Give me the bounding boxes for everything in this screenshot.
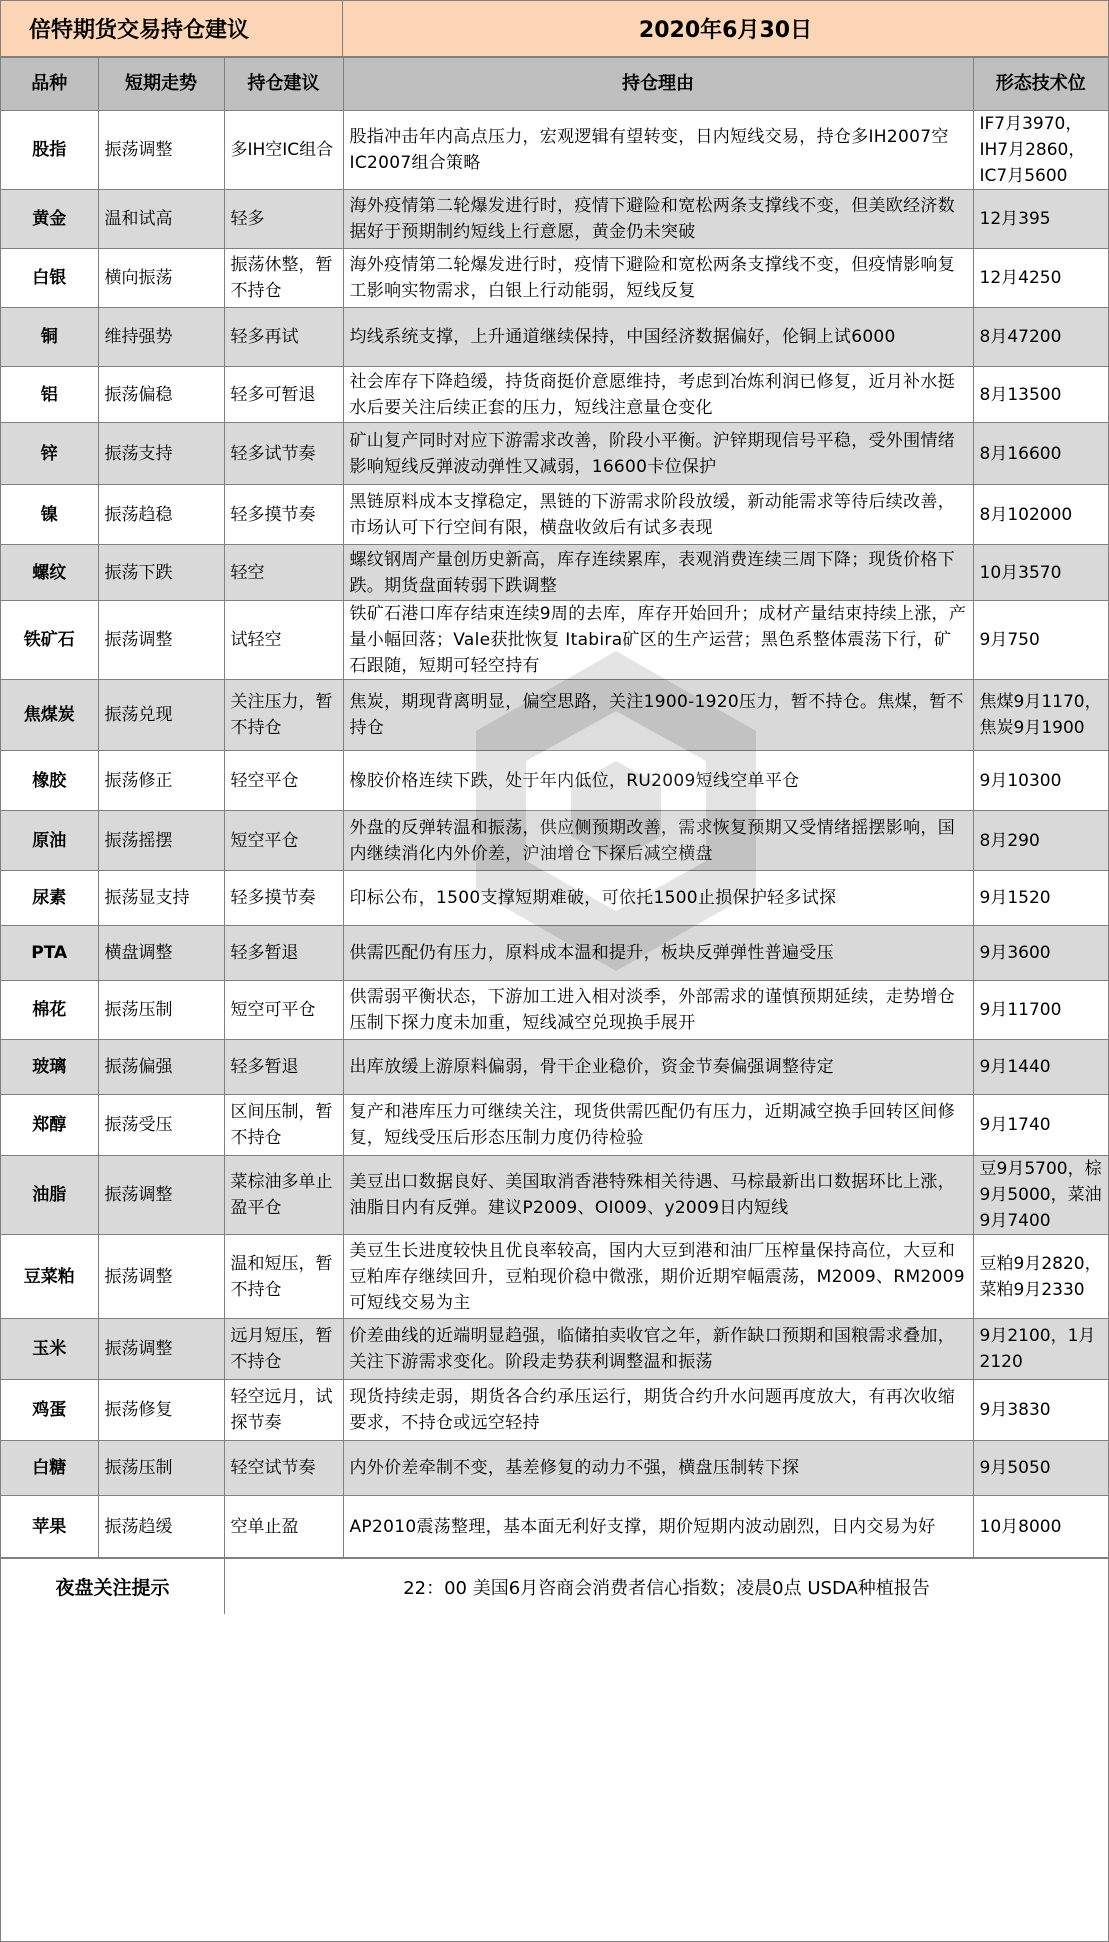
table-row	[1, 1235, 1108, 1319]
position-table	[1, 57, 1108, 1558]
advice-cell: 短空平仓	[224, 811, 343, 871]
reason-cell: 股指冲击年内高点压力，宏观逻辑有望转变，日内短线交易，持仓多IH2007空IC2007组合策略	[343, 111, 973, 190]
variety-cell: 玉米	[1, 1319, 98, 1380]
reason-cell: AP2010震荡整理，基本面无利好支撑，期价短期内波动剧烈，日内交易为好	[343, 1496, 973, 1558]
advice-cell: 空单止盈	[224, 1496, 343, 1558]
variety-cell: 鸡蛋	[1, 1380, 98, 1441]
advice-cell: 轻多摸节奏	[224, 485, 343, 545]
trend-cell: 振荡支持	[98, 423, 224, 485]
reason-cell: 铁矿石港口库存结束连续9周的去库，库存开始回升；成材产量结束持续上涨，产量小幅回落；Vale获批恢复 Itabira矿区的生产运营；黑色系整体震荡下行，矿石跟随，短期可轻空持有	[343, 601, 973, 680]
advice-cell: 轻空	[224, 545, 343, 601]
table-row	[1, 601, 1108, 680]
trend-cell: 振荡受压	[98, 1095, 224, 1156]
trend-cell: 横盘调整	[98, 926, 224, 981]
table-row	[1, 485, 1108, 545]
variety-cell: 白银	[1, 249, 98, 308]
table-row	[1, 926, 1108, 981]
column-header-row	[1, 58, 1108, 111]
table-row	[1, 545, 1108, 601]
advice-cell: 关注压力，暂不持仓	[224, 680, 343, 751]
tech-cell: 8月290	[973, 811, 1108, 871]
variety-cell: 股指	[1, 111, 98, 190]
advice-cell: 轻多	[224, 190, 343, 249]
table-row	[1, 1496, 1108, 1558]
trend-cell: 振荡压制	[98, 1441, 224, 1496]
tech-cell: 9月1520	[973, 871, 1108, 926]
reason-cell: 矿山复产同时对应下游需求改善，阶段小平衡。沪锌期现信号平稳，受外围情绪影响短线反弹波动弹性又减弱，16600卡位保护	[343, 423, 973, 485]
variety-cell: 镍	[1, 485, 98, 545]
advice-cell: 温和短压，暂不持仓	[224, 1235, 343, 1319]
reason-cell: 美豆生长进度较快且优良率较高，国内大豆到港和油厂压榨量保持高位，大豆和豆粕库存继续回升，豆粕现价稳中微涨，期价近期窄幅震荡，M2009、RM2009可短线交易为主	[343, 1235, 973, 1319]
reason-cell: 螺纹钢周产量创历史新高，库存连续累库，表观消费连续三周下降；现货价格下跌。期货盘面转弱下跌调整	[343, 545, 973, 601]
trend-cell: 振荡摇摆	[98, 811, 224, 871]
trend-cell: 振荡调整	[98, 601, 224, 680]
variety-cell: 螺纹	[1, 545, 98, 601]
table-row	[1, 1095, 1108, 1156]
tech-cell: 9月2100，1月2120	[973, 1319, 1108, 1380]
reason-cell: 外盘的反弹转温和振荡，供应侧预期改善，需求恢复预期又受情绪摇摆影响，国内继续消化内外价差，沪油增仓下探后减空横盘	[343, 811, 973, 871]
reason-cell: 焦炭，期现背离明显，偏空思路，关注1900-1920压力，暂不持仓。焦煤，暂不持仓	[343, 680, 973, 751]
advice-cell: 轻多暂退	[224, 926, 343, 981]
table-row	[1, 1441, 1108, 1496]
table-row	[1, 308, 1108, 367]
advice-cell: 多IH空IC组合	[224, 111, 343, 190]
variety-cell: 尿素	[1, 871, 98, 926]
tech-cell: 10月8000	[973, 1496, 1108, 1558]
trend-cell: 维持强势	[98, 308, 224, 367]
variety-cell: 铜	[1, 308, 98, 367]
trend-cell: 振荡调整	[98, 1156, 224, 1235]
column-header-advice: 持仓建议	[224, 58, 343, 111]
reason-cell: 现货持续走弱，期货各合约承压运行，期货合约升水问题再度放大，有再次收缩要求，不持仓或远空轻持	[343, 1380, 973, 1441]
trend-cell: 温和试高	[98, 190, 224, 249]
column-header-trend: 短期走势	[98, 58, 224, 111]
night-session-text: 22：00 美国6月咨商会消费者信心指数；凌晨0点 USDA种植报告	[403, 1577, 930, 1599]
variety-cell: 郑醇	[1, 1095, 98, 1156]
variety-cell: 原油	[1, 811, 98, 871]
table-row	[1, 1319, 1108, 1380]
table-row	[1, 423, 1108, 485]
tech-cell: 9月5050	[973, 1441, 1108, 1496]
trend-cell: 振荡偏强	[98, 1040, 224, 1095]
report-date: 2020年6月30日	[638, 18, 813, 43]
table-row	[1, 981, 1108, 1040]
tech-cell: 8月13500	[973, 367, 1108, 423]
reason-cell: 供需弱平衡状态，下游加工进入相对淡季，外部需求的谨慎预期延续，走势增仓压制下探力度未加重，短线减空兑现换手展开	[343, 981, 973, 1040]
variety-cell: 油脂	[1, 1156, 98, 1235]
reason-cell: 海外疫情第二轮爆发进行时，疫情下避险和宽松两条支撑线不变，但疫情影响复工影响实物需求，白银上行动能弱，短线反复	[343, 249, 973, 308]
variety-cell: 焦煤炭	[1, 680, 98, 751]
advice-cell: 菜棕油多单止盈平仓	[224, 1156, 343, 1235]
reason-cell: 橡胶价格连续下跌，处于年内低位，RU2009短线空单平仓	[343, 751, 973, 811]
table-row	[1, 190, 1108, 249]
trend-cell: 振荡修复	[98, 1380, 224, 1441]
tech-cell: 9月1740	[973, 1095, 1108, 1156]
variety-cell: 铝	[1, 367, 98, 423]
trend-cell: 振荡调整	[98, 1235, 224, 1319]
variety-cell: 铁矿石	[1, 601, 98, 680]
tech-cell: 豆9月5700，棕9月5000，菜油9月7400	[973, 1156, 1108, 1235]
tech-cell: IF7月3970，IH7月2860，IC7月5600	[973, 111, 1108, 190]
reason-cell: 供需匹配仍有压力，原料成本温和提升，板块反弹弹性普遍受压	[343, 926, 973, 981]
table-row	[1, 811, 1108, 871]
table-row	[1, 111, 1108, 190]
advice-cell: 振荡休整，暂不持仓	[224, 249, 343, 308]
tech-cell: 12月395	[973, 190, 1108, 249]
variety-cell: 玻璃	[1, 1040, 98, 1095]
advice-cell: 轻空远月，试探节奏	[224, 1380, 343, 1441]
trend-cell: 振荡趋缓	[98, 1496, 224, 1558]
table-row	[1, 871, 1108, 926]
table-row	[1, 1040, 1108, 1095]
tech-cell: 9月11700	[973, 981, 1108, 1040]
advice-cell: 远月短压，暂不持仓	[224, 1319, 343, 1380]
table-row	[1, 1156, 1108, 1235]
advice-cell: 轻多暂退	[224, 1040, 343, 1095]
tech-cell: 豆粕9月2820，菜粕9月2330	[973, 1235, 1108, 1319]
table-row	[1, 680, 1108, 751]
table-row	[1, 751, 1108, 811]
tech-cell: 8月47200	[973, 308, 1108, 367]
column-header-tech: 形态技术位	[973, 58, 1108, 111]
trend-cell: 振荡显支持	[98, 871, 224, 926]
tech-cell: 9月3830	[973, 1380, 1108, 1441]
night-session-footer	[1, 1558, 1108, 1614]
advice-cell: 试轻空	[224, 601, 343, 680]
reason-cell: 内外价差牵制不变，基差修复的动力不强，横盘压制转下探	[343, 1441, 973, 1496]
table-row	[1, 1380, 1108, 1441]
variety-cell: 棉花	[1, 981, 98, 1040]
tech-cell: 8月102000	[973, 485, 1108, 545]
variety-cell: PTA	[1, 926, 98, 981]
column-header-reason: 持仓理由	[343, 58, 973, 111]
tech-cell: 9月1440	[973, 1040, 1108, 1095]
advice-cell: 轻空平仓	[224, 751, 343, 811]
advice-cell: 轻多可暂退	[224, 367, 343, 423]
reason-cell: 黑链原料成本支撑稳定，黑链的下游需求阶段放缓，新动能需求等待后续改善，市场认可下行空间有限，横盘收敛后有试多表现	[343, 485, 973, 545]
tech-cell: 焦煤9月1170，焦炭9月1900	[973, 680, 1108, 751]
reason-cell: 出库放缓上游原料偏弱，骨干企业稳价，资金节奏偏强调整待定	[343, 1040, 973, 1095]
variety-cell: 白糖	[1, 1441, 98, 1496]
tech-cell: 9月3600	[973, 926, 1108, 981]
tech-cell: 9月750	[973, 601, 1108, 680]
reason-cell: 印标公布，1500支撑短期难破，可依托1500止损保护轻多试探	[343, 871, 973, 926]
table-row	[1, 367, 1108, 423]
variety-cell: 橡胶	[1, 751, 98, 811]
advice-cell: 轻空试节奏	[224, 1441, 343, 1496]
reason-cell: 海外疫情第二轮爆发进行时，疫情下避险和宽松两条支撑线不变，但美欧经济数据好于预期制约短线上行意愿，黄金仍未突破	[343, 190, 973, 249]
advice-cell: 轻多试节奏	[224, 423, 343, 485]
trend-cell: 振荡调整	[98, 1319, 224, 1380]
advice-cell: 区间压制，暂不持仓	[224, 1095, 343, 1156]
trend-cell: 横向振荡	[98, 249, 224, 308]
trend-cell: 振荡下跌	[98, 545, 224, 601]
variety-cell: 豆菜粕	[1, 1235, 98, 1319]
trend-cell: 振荡修正	[98, 751, 224, 811]
reason-cell: 美豆出口数据良好、美国取消香港特殊相关待遇、马棕最新出口数据环比上涨，油脂日内有反弹。建议P2009、OI009、y2009日内短线	[343, 1156, 973, 1235]
trend-cell: 振荡调整	[98, 111, 224, 190]
advice-cell: 轻多摸节奏	[224, 871, 343, 926]
tech-cell: 9月10300	[973, 751, 1108, 811]
advice-cell: 轻多再试	[224, 308, 343, 367]
variety-cell: 苹果	[1, 1496, 98, 1558]
night-session-label: 夜盘关注提示	[1, 1559, 225, 1614]
reason-cell: 价差曲线的近端明显趋强，临储拍卖收官之年，新作缺口预期和国粮需求叠加，关注下游需求变化。阶段走势获利调整温和振荡	[343, 1319, 973, 1380]
table-row	[1, 249, 1108, 308]
variety-cell: 锌	[1, 423, 98, 485]
column-header-variety: 品种	[1, 58, 98, 111]
advice-cell: 短空可平仓	[224, 981, 343, 1040]
trend-cell: 振荡兑现	[98, 680, 224, 751]
trend-cell: 振荡趋稳	[98, 485, 224, 545]
header-banner	[1, 1, 1108, 57]
tech-cell: 10月3570	[973, 545, 1108, 601]
tech-cell: 12月4250	[973, 249, 1108, 308]
report-title: 倍特期货交易持仓建议	[1, 1, 343, 56]
reason-cell: 均线系统支撑，上升通道继续保持，中国经济数据偏好，伦铜上试6000	[343, 308, 973, 367]
variety-cell: 黄金	[1, 190, 98, 249]
reason-cell: 社会库存下降趋缓，持货商挺价意愿维持，考虑到冶炼利润已修复，近月补水挺水后要关注后续正套的压力，短线注意量仓变化	[343, 367, 973, 423]
reason-cell: 复产和港库压力可继续关注，现货供需匹配仍有压力，近期减空换手回转区间修复，短线受压后形态压制力度仍待检验	[343, 1095, 973, 1156]
trend-cell: 振荡偏稳	[98, 367, 224, 423]
trend-cell: 振荡压制	[98, 981, 224, 1040]
tech-cell: 8月16600	[973, 423, 1108, 485]
